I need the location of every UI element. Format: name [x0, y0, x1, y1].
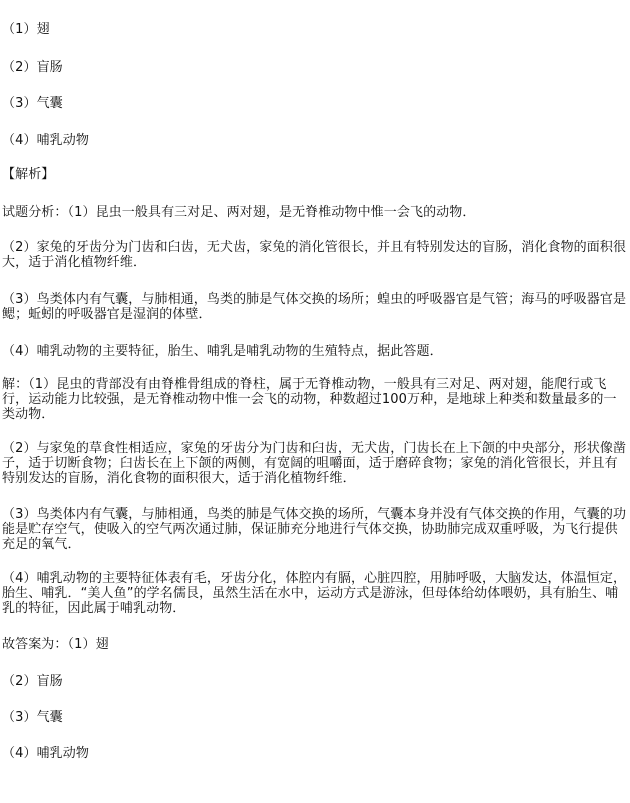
- answer-1: （1）翅: [2, 22, 50, 37]
- final-answer-2: （2）盲肠: [2, 674, 63, 689]
- solution-paragraph-2: （2）与家兔的草食性相适应，家兔的牙齿分为门齿和臼齿，无犬齿，门齿长在上下颌的中央部分，形状像凿子，适于切断食物；臼齿长在上下颌的两侧，有宽阔的咀嚼面，适于磨碎食物；家兔的消化管很长，并且有特别发达的盲肠，消化食物的面积很大，适于消化植物纤维．: [2, 441, 627, 486]
- analysis-paragraph-3: （3）鸟类体内有气囊，与肺相通，鸟类的肺是气体交换的场所；蝗虫的呼吸器官是气管；海马的呼吸器官是鳃；蚯蚓的呼吸器官是湿润的体壁．: [2, 292, 627, 322]
- analysis-paragraph-4: （4）哺乳动物的主要特征，胎生、哺乳是哺乳动物的生殖特点，据此答题．: [2, 344, 443, 359]
- solution-paragraph-4: （4）哺乳动物的主要特征体表有毛，牙齿分化，体腔内有膈，心脏四腔，用肺呼吸，大脑发达，体温恒定，胎生、哺乳．“美人鱼”的学名儒艮，虽然生活在水中，运动方式是游泳，但母体给幼体喂奶，具有胎生、哺乳的特征，因此属于哺乳动物．: [2, 571, 627, 616]
- analysis-heading: 【解析】: [2, 167, 55, 182]
- analysis-paragraph-1: 试题分析：（1）昆虫一般具有三对足、两对翅，是无脊椎动物中惟一会飞的动物．: [2, 205, 476, 220]
- answer-4: （4）哺乳动物: [2, 133, 89, 148]
- answer-2: （2）盲肠: [2, 60, 63, 75]
- final-answer-1: 故答案为：（1）翅: [2, 637, 109, 652]
- analysis-paragraph-2: （2）家兔的牙齿分为门齿和臼齿，无犬齿，家兔的消化管很长，并且有特别发达的盲肠，消化食物的面积很大，适于消化植物纤维．: [2, 240, 627, 270]
- solution-paragraph-1: 解：（1）昆虫的背部没有由脊椎骨组成的脊柱，属于无脊椎动物，一般具有三对足、两对翅，能爬行或飞行，运动能力比较强，是无脊椎动物中惟一会飞的动物，种数超过100万种，是地球上种类和数量最多的一类动物．: [2, 377, 617, 422]
- answer-3: （3）气囊: [2, 96, 63, 111]
- solution-paragraph-3: （3）鸟类体内有气囊，与肺相通，鸟类的肺是气体交换的场所，气囊本身并没有气体交换的作用，气囊的功能是贮存空气，使吸入的空气两次通过肺，保证肺充分地进行气体交换，协助肺完成双重呼吸，为飞行提供充足的氧气．: [2, 507, 627, 552]
- final-answer-3: （3）气囊: [2, 710, 63, 725]
- final-answer-4: （4）哺乳动物: [2, 746, 89, 761]
